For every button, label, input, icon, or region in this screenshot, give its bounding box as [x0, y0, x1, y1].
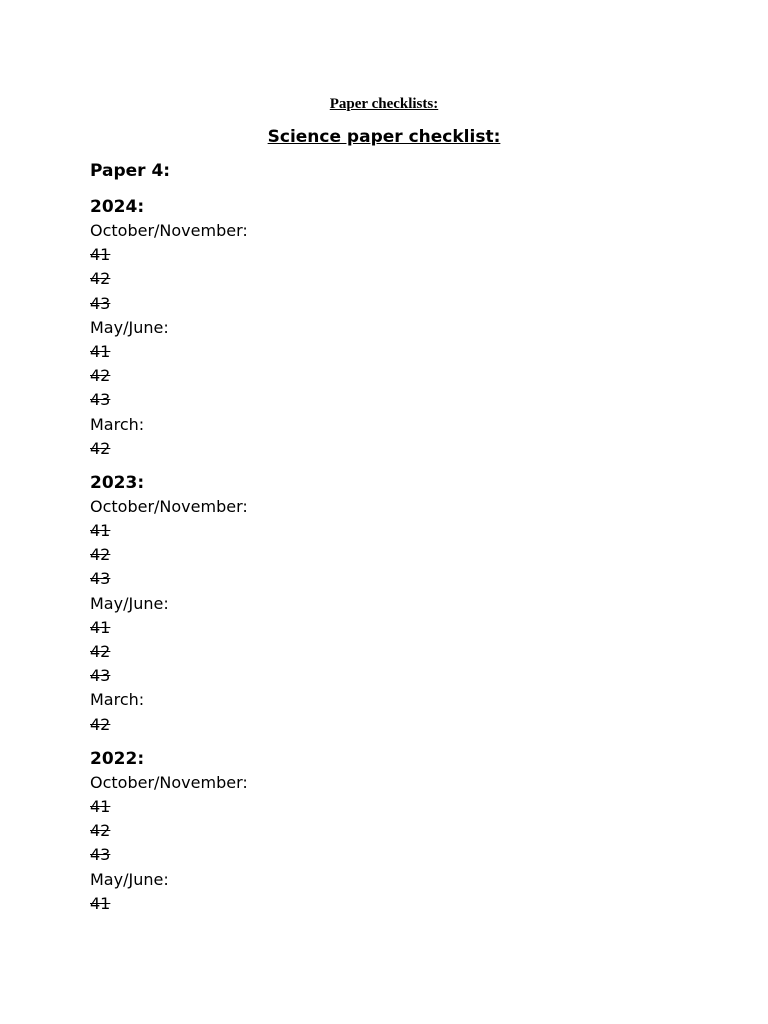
paper-item-completed: 43	[90, 569, 111, 589]
paper-item-completed: 42	[90, 714, 111, 734]
paper-heading: Paper 4:	[90, 161, 171, 181]
paper-item-completed: 43	[90, 390, 111, 410]
session-label: May/June:	[90, 593, 169, 613]
paper-item-completed: 42	[90, 366, 111, 386]
year-heading: 2023:	[90, 472, 145, 493]
paper-item-completed: 41	[90, 245, 111, 265]
session-label: March:	[90, 414, 145, 434]
paper-item-completed: 42	[90, 545, 111, 565]
paper-item-completed: 41	[90, 796, 111, 816]
paper-item-completed: 42	[90, 269, 111, 289]
year-heading: 2024:	[90, 197, 145, 217]
year-heading: 2022:	[90, 748, 145, 769]
section-title: Science paper checklist:	[267, 127, 501, 147]
session-label: October/November:	[90, 772, 248, 792]
paper-item-completed: 43	[90, 845, 111, 865]
session-label: October/November:	[90, 496, 248, 516]
paper-item-completed: 41	[90, 893, 111, 913]
paper-item-completed: 41	[90, 521, 111, 541]
paper-item-completed: 43	[90, 666, 111, 686]
paper-item-completed: 43	[90, 293, 111, 313]
document-title: Paper checklists:	[329, 96, 439, 112]
paper-item-completed: 41	[90, 341, 111, 361]
session-label: May/June:	[90, 869, 169, 889]
paper-item-completed: 42	[90, 821, 111, 841]
year-block-2023	[90, 471, 690, 737]
session-label: March:	[90, 690, 145, 710]
paper-item-completed: 42	[90, 438, 111, 458]
paper-item-completed: 41	[90, 617, 111, 637]
session-label: May/June:	[90, 317, 169, 337]
year-block-2024	[90, 195, 690, 461]
session-label: October/November:	[90, 221, 248, 240]
year-block-2022	[90, 747, 690, 916]
checklist-content	[90, 160, 690, 926]
paper-item-completed: 42	[90, 642, 111, 661]
